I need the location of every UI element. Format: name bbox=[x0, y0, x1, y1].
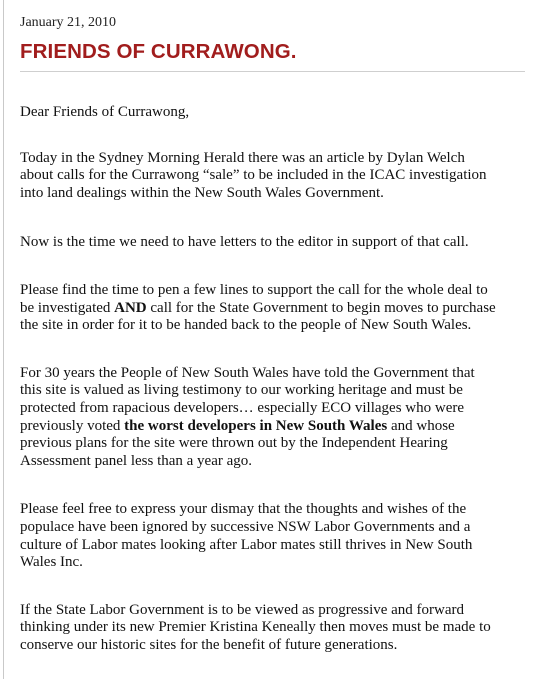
paragraph-investigation-request bbox=[20, 282, 532, 335]
paragraph-letters-call: Now is the time we need to have letters to the editor in support of that call. bbox=[20, 234, 469, 251]
blog-post bbox=[20, 0, 532, 654]
text-segment: and whose previous plans for the site were thrown out by the Independent Hearing Assessment panel less than a year ago. bbox=[20, 417, 455, 469]
text-segment: For 30 years the People of New South Wales have told the Government that this site is valued as living testimony to our working heritage and must be protected from rapacious developers… especially ECO villages who were previously voted bbox=[20, 364, 475, 434]
post-date: January 21, 2010 bbox=[20, 15, 117, 30]
paragraph-smh-article: Today in the Sydney Morning Herald there was an article by Dylan Welch about calls for the Currawong “sale” to be included in the ICAC investigation into land dealings within the New South Wales Government. bbox=[20, 149, 487, 201]
paragraph-premier-appeal: If the State Labor Government is to be viewed as progressive and forward thinking under its new Premier Kristina Keneally then moves must be made to conserve our historic sites for the benefit of future generations. bbox=[20, 601, 491, 653]
title-divider bbox=[20, 71, 525, 72]
text-segment: Please find the time to pen a few lines to support the call for the whole deal to be investigated bbox=[20, 281, 488, 316]
paragraph-heritage-history bbox=[20, 365, 532, 471]
letter-greeting: Dear Friends of Currawong, bbox=[20, 104, 190, 120]
emphasis-text: AND bbox=[114, 299, 147, 316]
post-body bbox=[20, 104, 532, 654]
paragraph-dismay: Please feel free to express your dismay that the thoughts and wishes of the populace have been ignored by successive NSW Labor Governments and a culture of Labor mates looking after Labor mates still thrives in New South Wales Inc. bbox=[20, 501, 473, 571]
emphasis-text: the worst developers in New South Wales bbox=[124, 417, 388, 434]
post-title[interactable]: FRIENDS OF CURRAWONG. bbox=[20, 40, 297, 63]
left-border-rule bbox=[3, 0, 4, 679]
text-segment: call for the State Government to begin moves to purchase the site in order for it to be handed back to the people of New South Wales. bbox=[20, 299, 496, 334]
